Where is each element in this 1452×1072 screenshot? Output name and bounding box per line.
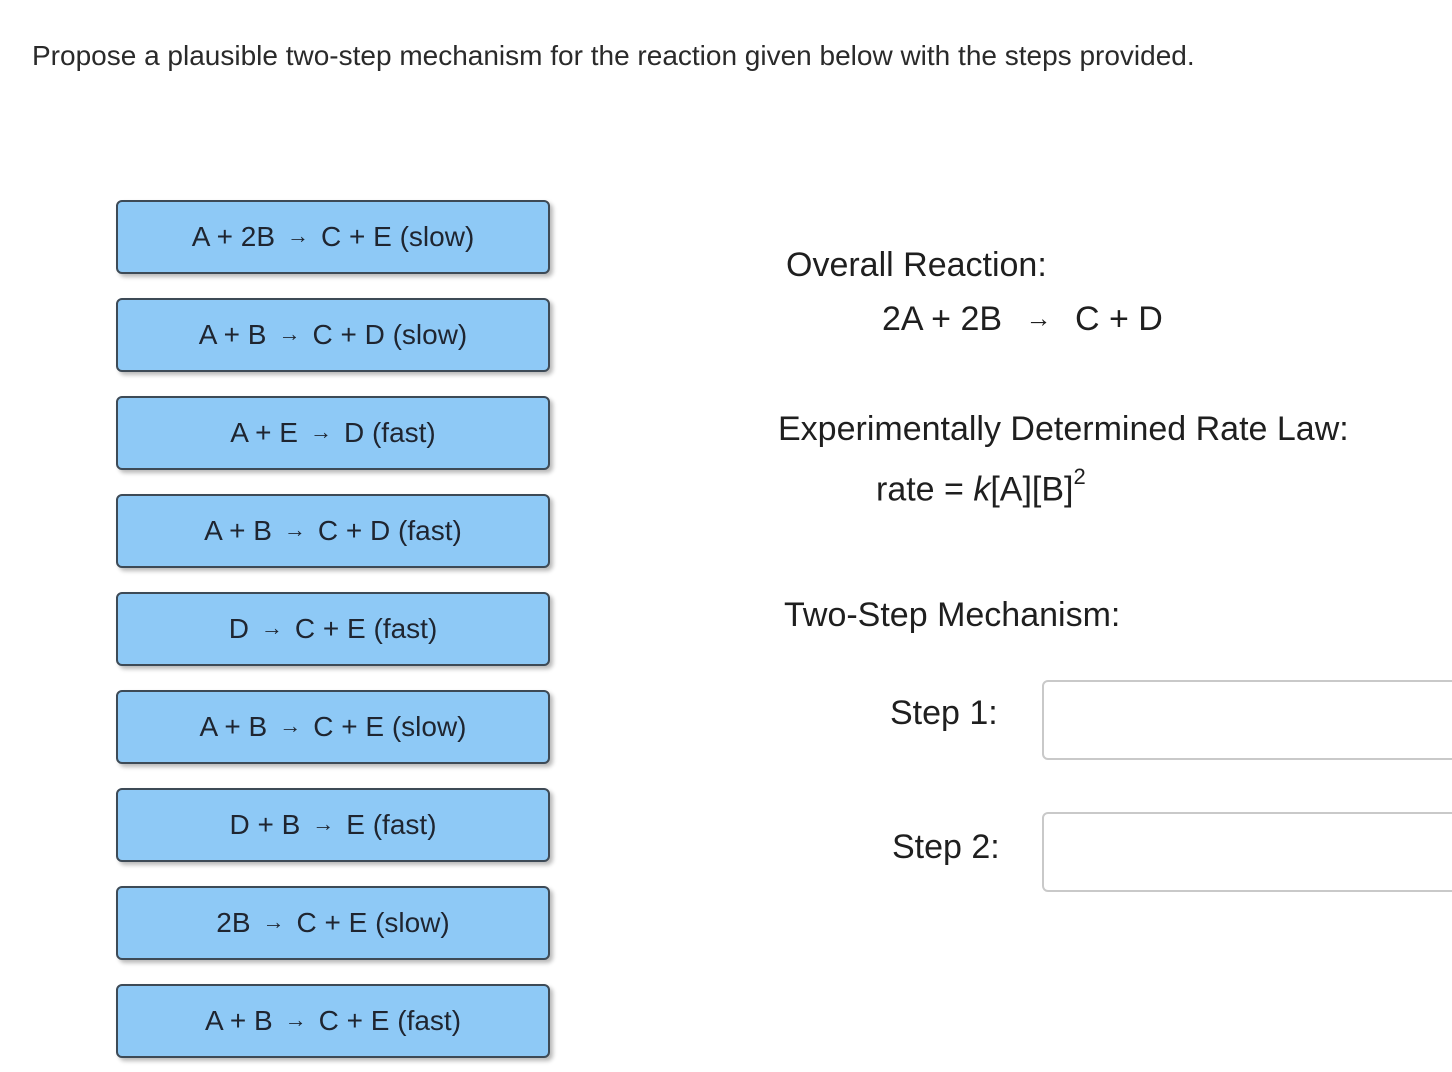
rate-constant: k: [973, 470, 991, 509]
step1-dropzone[interactable]: [1042, 680, 1452, 760]
reaction-arrow-icon: →: [260, 615, 283, 640]
rate-law-heading: Experimentally Determined Rate Law:: [778, 410, 1349, 448]
rate-law-prefix: rate =: [876, 470, 974, 509]
instructions-text: Propose a plausible two-step mechanism for the reaction given below with the steps provided.: [32, 40, 1195, 71]
step2-dropzone[interactable]: [1042, 812, 1452, 892]
tile-reactants: A + E: [230, 417, 298, 448]
step-tile[interactable]: [116, 592, 550, 666]
tile-reactants: A + B: [199, 711, 268, 742]
tile-reactants: A + 2B: [191, 221, 276, 252]
overall-reactants: 2A + 2B: [882, 300, 1003, 338]
reaction-arrow-icon: →: [283, 517, 306, 542]
step-tile[interactable]: [116, 396, 550, 470]
step-tile[interactable]: [116, 200, 550, 274]
tile-products: C + E (fast): [294, 613, 438, 644]
step-tile[interactable]: [116, 788, 550, 862]
tile-products: C + E (slow): [296, 907, 450, 938]
overall-products: C + D: [1074, 300, 1163, 338]
reaction-arrow-icon: →: [1025, 303, 1052, 333]
tile-reactants: A + B: [198, 319, 267, 350]
reaction-arrow-icon: →: [284, 1007, 307, 1032]
reaction-arrow-icon: →: [278, 321, 301, 346]
tile-reactants: D: [228, 613, 249, 644]
step-tile[interactable]: [116, 984, 550, 1058]
tile-reactants: D + B: [229, 809, 301, 840]
reaction-arrow-icon: →: [262, 909, 285, 934]
tile-products: D (fast): [343, 417, 436, 448]
reaction-arrow-icon: →: [309, 419, 332, 444]
step-tile[interactable]: [116, 494, 550, 568]
reaction-arrow-icon: →: [287, 223, 310, 248]
step-tile[interactable]: [116, 298, 550, 372]
step1-label: Step 1:: [890, 694, 998, 732]
tile-products: C + D (fast): [317, 515, 462, 546]
tile-products: C + E (slow): [321, 221, 475, 252]
rate-law-equation: [876, 464, 1086, 509]
tile-reactants: A + B: [204, 515, 272, 546]
step-tile[interactable]: [116, 886, 550, 960]
rate-law-exponent: 2: [1073, 464, 1086, 489]
tile-products: C + E (slow): [313, 711, 467, 742]
tile-products: C + D (slow): [312, 319, 468, 350]
reaction-arrow-icon: →: [312, 811, 335, 836]
rate-law-terms: [A][B]: [990, 470, 1074, 509]
overall-reaction-equation: [882, 300, 1163, 339]
reaction-arrow-icon: →: [279, 713, 302, 738]
tile-products: E (fast): [346, 809, 437, 840]
overall-reaction-heading: Overall Reaction:: [786, 246, 1047, 284]
tile-reactants: A + B: [204, 1005, 273, 1036]
mechanism-heading: Two-Step Mechanism:: [784, 596, 1121, 634]
step-tile[interactable]: [116, 690, 550, 764]
step2-label: Step 2:: [892, 828, 1000, 866]
tile-reactants: 2B: [216, 907, 251, 938]
tile-products: C + E (fast): [318, 1005, 462, 1036]
